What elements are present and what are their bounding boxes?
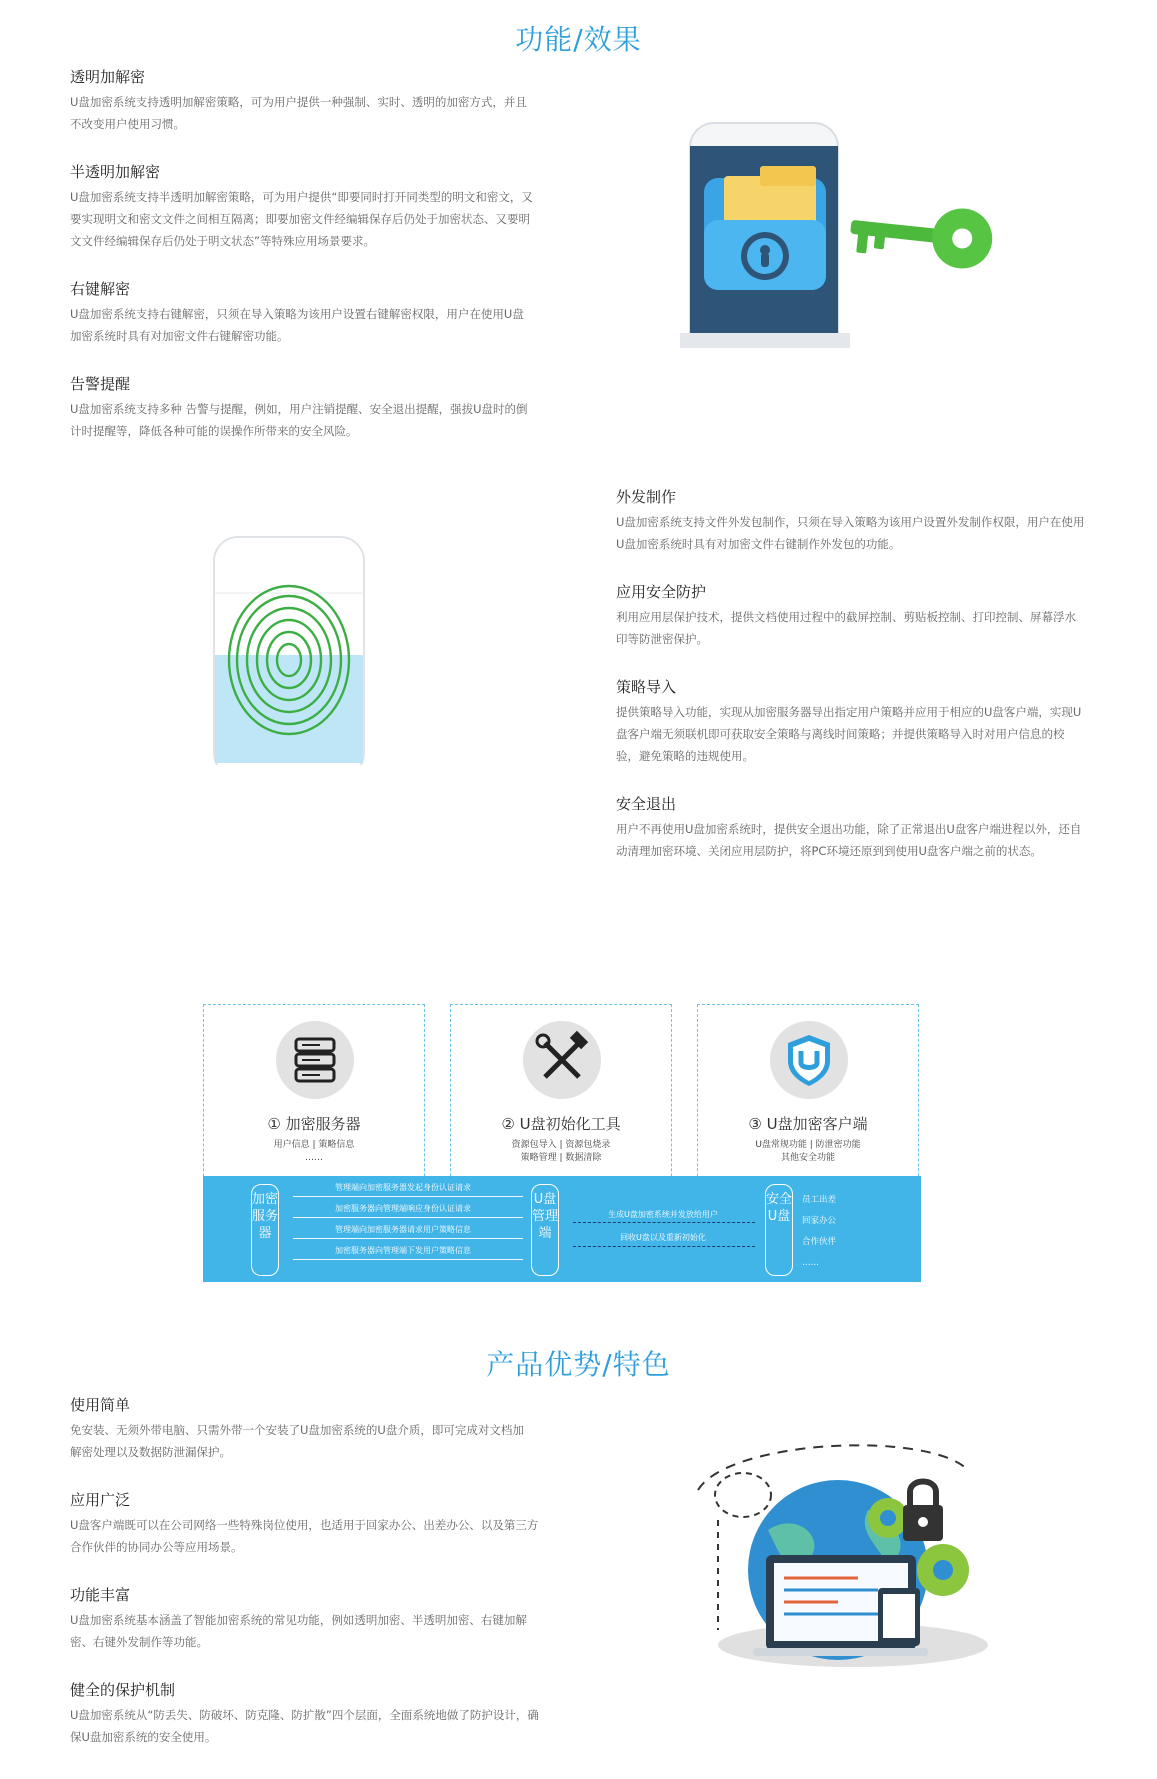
shield-icon <box>770 1021 848 1099</box>
card-title: ③ U盘加密客户端 <box>748 1115 868 1133</box>
flow-message: 加密服务器向管理端下发用户策略信息 <box>335 1246 471 1255</box>
flow-arrow <box>573 1246 755 1247</box>
card-desc <box>204 1139 424 1165</box>
flow-message: 生成U盘加密系统并发放给用户 <box>608 1210 718 1219</box>
architecture-diagram <box>203 1004 921 1282</box>
feature-application-security <box>616 581 1086 650</box>
feature-desc: 用户不再使用U盘加密系统时，提供安全退出功能，除了正常退出U盘客户端进程以外，还自动清理加密环境、关闭应用层防护，将PC环境还原到到使用U盘客户端之前的状态。 <box>616 822 1082 858</box>
advantage-title: 功能丰富 <box>70 1586 131 1604</box>
feature-title: 策略导入 <box>616 678 677 696</box>
flow-message: 管理端向加密服务器发起身份认证请求 <box>335 1183 471 1192</box>
flow-arrow <box>293 1217 523 1218</box>
advantage-title: 健全的保护机制 <box>70 1681 176 1699</box>
card-title: ② U盘初始化工具 <box>501 1115 621 1133</box>
feature-outgoing-package <box>616 486 1086 555</box>
card-desc <box>451 1139 671 1165</box>
user-list-item: 回家办公 <box>802 1216 837 1226</box>
card-desc <box>698 1139 918 1165</box>
feature-alert-reminder <box>70 373 535 442</box>
advantage-title: 使用简单 <box>70 1396 131 1414</box>
user-list-item: …… <box>802 1258 819 1268</box>
advantage-rich-features <box>70 1584 540 1653</box>
advantage-desc: 免安装、无须外带电脑、只需外带一个安装了U盘加密系统的U盘介质，即可完成对文档加解密处理以及数据防泄漏保护。 <box>70 1423 524 1459</box>
feature-title: 半透明加解密 <box>70 163 161 181</box>
feature-title: 透明加解密 <box>70 68 146 86</box>
flow-arrow <box>293 1259 523 1260</box>
feature-title: 安全退出 <box>616 795 677 813</box>
tools-icon <box>523 1021 601 1099</box>
flow-arrow <box>573 1222 755 1223</box>
pill-encryption-server: 加密服务器 <box>251 1184 279 1276</box>
card-desc-line: U盘常规功能 | 防泄密功能 <box>755 1140 861 1150</box>
pill-secure-usb: 安全U盘 <box>765 1184 793 1276</box>
encrypted-folder-illustration <box>680 118 1010 348</box>
advantage-easy-to-use <box>70 1394 535 1463</box>
advantage-desc: U盘加密系统基本涵盖了智能加密系统的常见功能，例如透明加密、半透明加密、右键加解密、右键外发制作等功能。 <box>70 1613 527 1649</box>
card-desc-line: 其他安全功能 <box>780 1153 835 1163</box>
feature-desc: U盘加密系统支持右键解密，只须在导入策略为该用户设置右键解密权限，用户在使用U盘加密系统时具有对加密文件右键解密功能。 <box>70 307 524 343</box>
server-icon <box>276 1021 354 1099</box>
feature-semi-transparent-encryption <box>70 161 540 252</box>
feature-right-click-decrypt <box>70 278 535 347</box>
flow-message: 回收U盘以及重新初始化 <box>620 1233 706 1242</box>
user-list-item: 合作伙伴 <box>802 1237 837 1247</box>
feature-title: 外发制作 <box>616 488 677 506</box>
pill-usb-manager: U盘管理端 <box>531 1184 559 1276</box>
card-desc-line: …… <box>305 1153 323 1163</box>
flow-message: 加密服务器向管理端响应身份认证请求 <box>335 1204 471 1213</box>
feature-safe-exit <box>616 793 1086 862</box>
card-desc-line: 资源包导入 | 资源包烧录 <box>511 1140 611 1150</box>
card-desc-line: 用户信息 | 策略信息 <box>273 1140 355 1150</box>
feature-desc: U盘加密系统支持多种 告警与提醒，例如，用户注销提醒、安全退出提醒，强拔U盘时的倒计时提醒等，降低各种可能的误操作所带来的安全风险。 <box>70 402 528 438</box>
feature-desc: 利用应用层保护技术，提供文档使用过程中的截屏控制、剪贴板控制、打印控制、屏幕浮水印等防泄密保护。 <box>616 610 1076 646</box>
advantage-title: 应用广泛 <box>70 1491 131 1509</box>
feature-policy-import <box>616 676 1086 767</box>
flow-band <box>203 1176 921 1282</box>
advantage-desc: U盘加密系统从“防丢失、防破坏、防克隆、防扩散”四个层面，全面系统地做了防护设计，确保U盘加密系统的安全使用。 <box>70 1708 539 1744</box>
flow-arrow <box>293 1238 523 1239</box>
security-globe-illustration <box>688 1430 998 1680</box>
feature-desc: U盘加密系统支持文件外发包制作，只须在导入策略为该用户设置外发制作权限，用户在使用U盘加密系统时具有对加密文件右键制作外发包的功能。 <box>616 515 1085 551</box>
features-section-title: 功能/效果 <box>515 23 642 56</box>
advantages-section-title: 产品优势/特色 <box>486 1348 671 1381</box>
fingerprint-illustration <box>212 535 367 765</box>
feature-transparent-encryption <box>70 66 535 135</box>
feature-desc: U盘加密系统支持半透明加解密策略，可为用户提供“即要同时打开同类型的明文和密文，又要实现明文和密文文件之间相互隔离；即要加密文件经编辑保存后仍处于加密状态、又要明文文件经编辑保存后仍处于明文状态”等特殊应用场景要求。 <box>70 190 533 248</box>
card-title: ① 加密服务器 <box>267 1115 361 1133</box>
advantage-protection-mechanism <box>70 1679 540 1748</box>
flow-message: 管理端向加密服务器请求用户策略信息 <box>335 1225 471 1234</box>
feature-desc: 提供策略导入功能，实现从加密服务器导出指定用户策略并应用于相应的U盘客户端，实现U盘客户端无须联机即可获取安全策略与离线时间策略；并提供策略导入时对用户信息的校验，避免策略的违规使用。 <box>616 705 1082 763</box>
feature-title: 应用安全防护 <box>616 583 707 601</box>
advantage-desc: U盘客户端既可以在公司网络一些特殊岗位使用，也适用于回家办公、出差办公、以及第三方合作伙伴的协同办公等应用场景。 <box>70 1518 539 1554</box>
feature-desc: U盘加密系统支持透明加解密策略，可为用户提供一种强制、实时、透明的加密方式，并且不改变用户使用习惯。 <box>70 95 527 131</box>
feature-title: 右键解密 <box>70 280 131 298</box>
feature-title: 告警提醒 <box>70 375 131 393</box>
flow-arrow <box>293 1196 523 1197</box>
user-list-item: 员工出差 <box>802 1195 837 1205</box>
card-desc-line: 策略管理 | 数据清除 <box>520 1153 602 1163</box>
advantage-wide-use <box>70 1489 540 1558</box>
user-list <box>802 1190 862 1274</box>
